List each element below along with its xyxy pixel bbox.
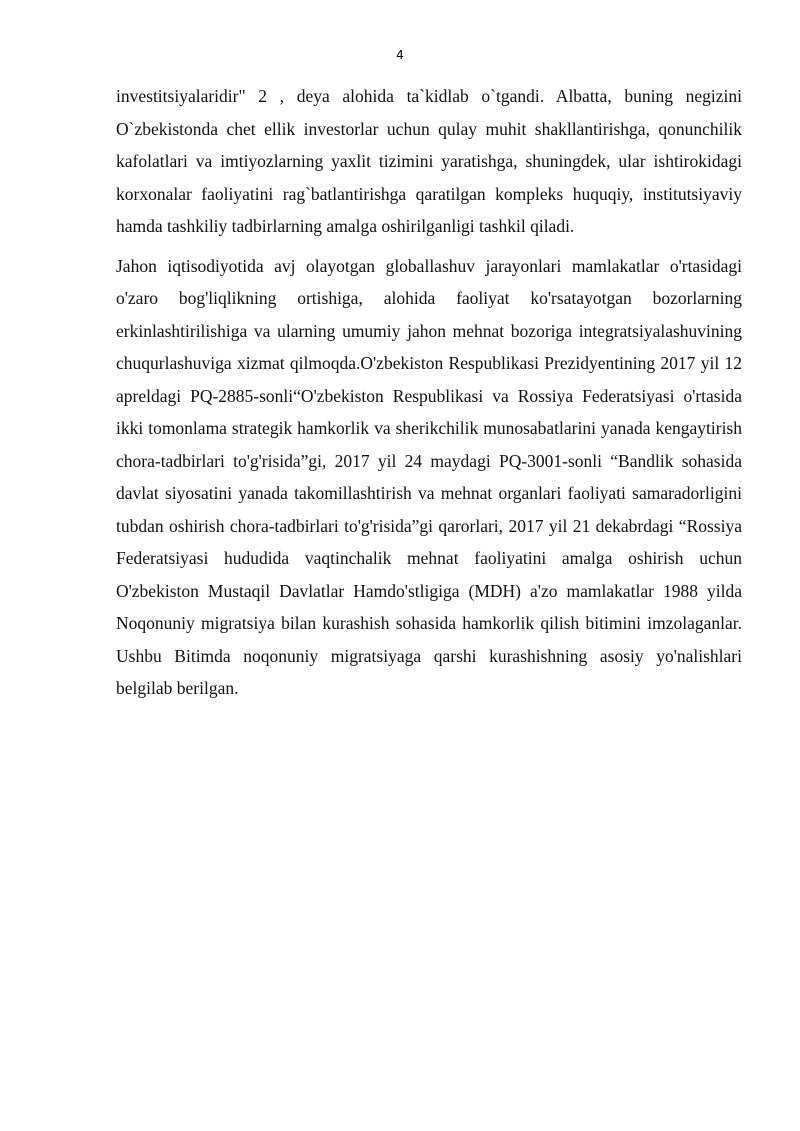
page-number: 4 [396, 48, 404, 62]
paragraph-2: Jahon iqtisodiyotida avj olayotgan globallashuv jarayonlari mamlakatlar o'rtasidagi o'zaro bog'liqlikning ortishiga, alohida faoliyat ko'rsatayotgan bozorlarning erkinlashtirilishiga va ularning umumiy jahon mehnat bozoriga integratsiyalashuvining chuqurlashuviga xizmat qilmoqda.O'zbekiston Respublikasi Prezidyentining 2017 yil 12 apreldagi PQ-2885-sonli“O'zbekiston Respublikasi va Rossiya Federatsiyasi o'rtasida ikki tomonlama strategik hamkorlik va sherikchilik munosabatlarini yanada kengaytirish chora-tadbirlari to'g'risida”gi, 2017 yil 24 maydagi PQ-3001-sonli “Bandlik sohasida davlat siyosatini yanada takomillashtirish va mehnat organlari faoliyati samaradorligini tubdan oshirish chora-tadbirlari to'g'risida”gi qarorlari, 2017 yil 21 dekabrdagi “Rossiya Federatsiyasi hududida vaqtinchalik mehnat faoliyatini amalga oshirish uchun O'zbekiston Mustaqil Davlatlar Hamdo'stligiga (MDH) a'zo mamlakatlar 1988 yilda Noqonuniy migratsiya bilan kurashish sohasida hamkorlik qilish bitimini imzolaganlar. Ushbu Bitimda noqonuniy migratsiyaga qarshi kurashishning asosiy yo'nalishlari belgilab berilgan. [116, 255, 742, 698]
paragraph-1: investitsiyalaridir" 2 , deya alohida ta`kidlab o`tgandi. Albatta, buning negizini O`zbekistonda chet ellik investorlar uchun qulay muhit shakllantirishga, qonunchilik kafolatlari va imtiyozlarning yaxlit tizimini yaratishga, shuningdek, ular ishtirokidagi korxonalar faoliyatini rag`batlantirishga qaratilgan kompleks huquqiy, institutsiyaviy hamda tashkiliy tadbirlarning amalga oshirilganligi tashkil qiladi. [116, 86, 742, 236]
page-body [116, 80, 742, 705]
